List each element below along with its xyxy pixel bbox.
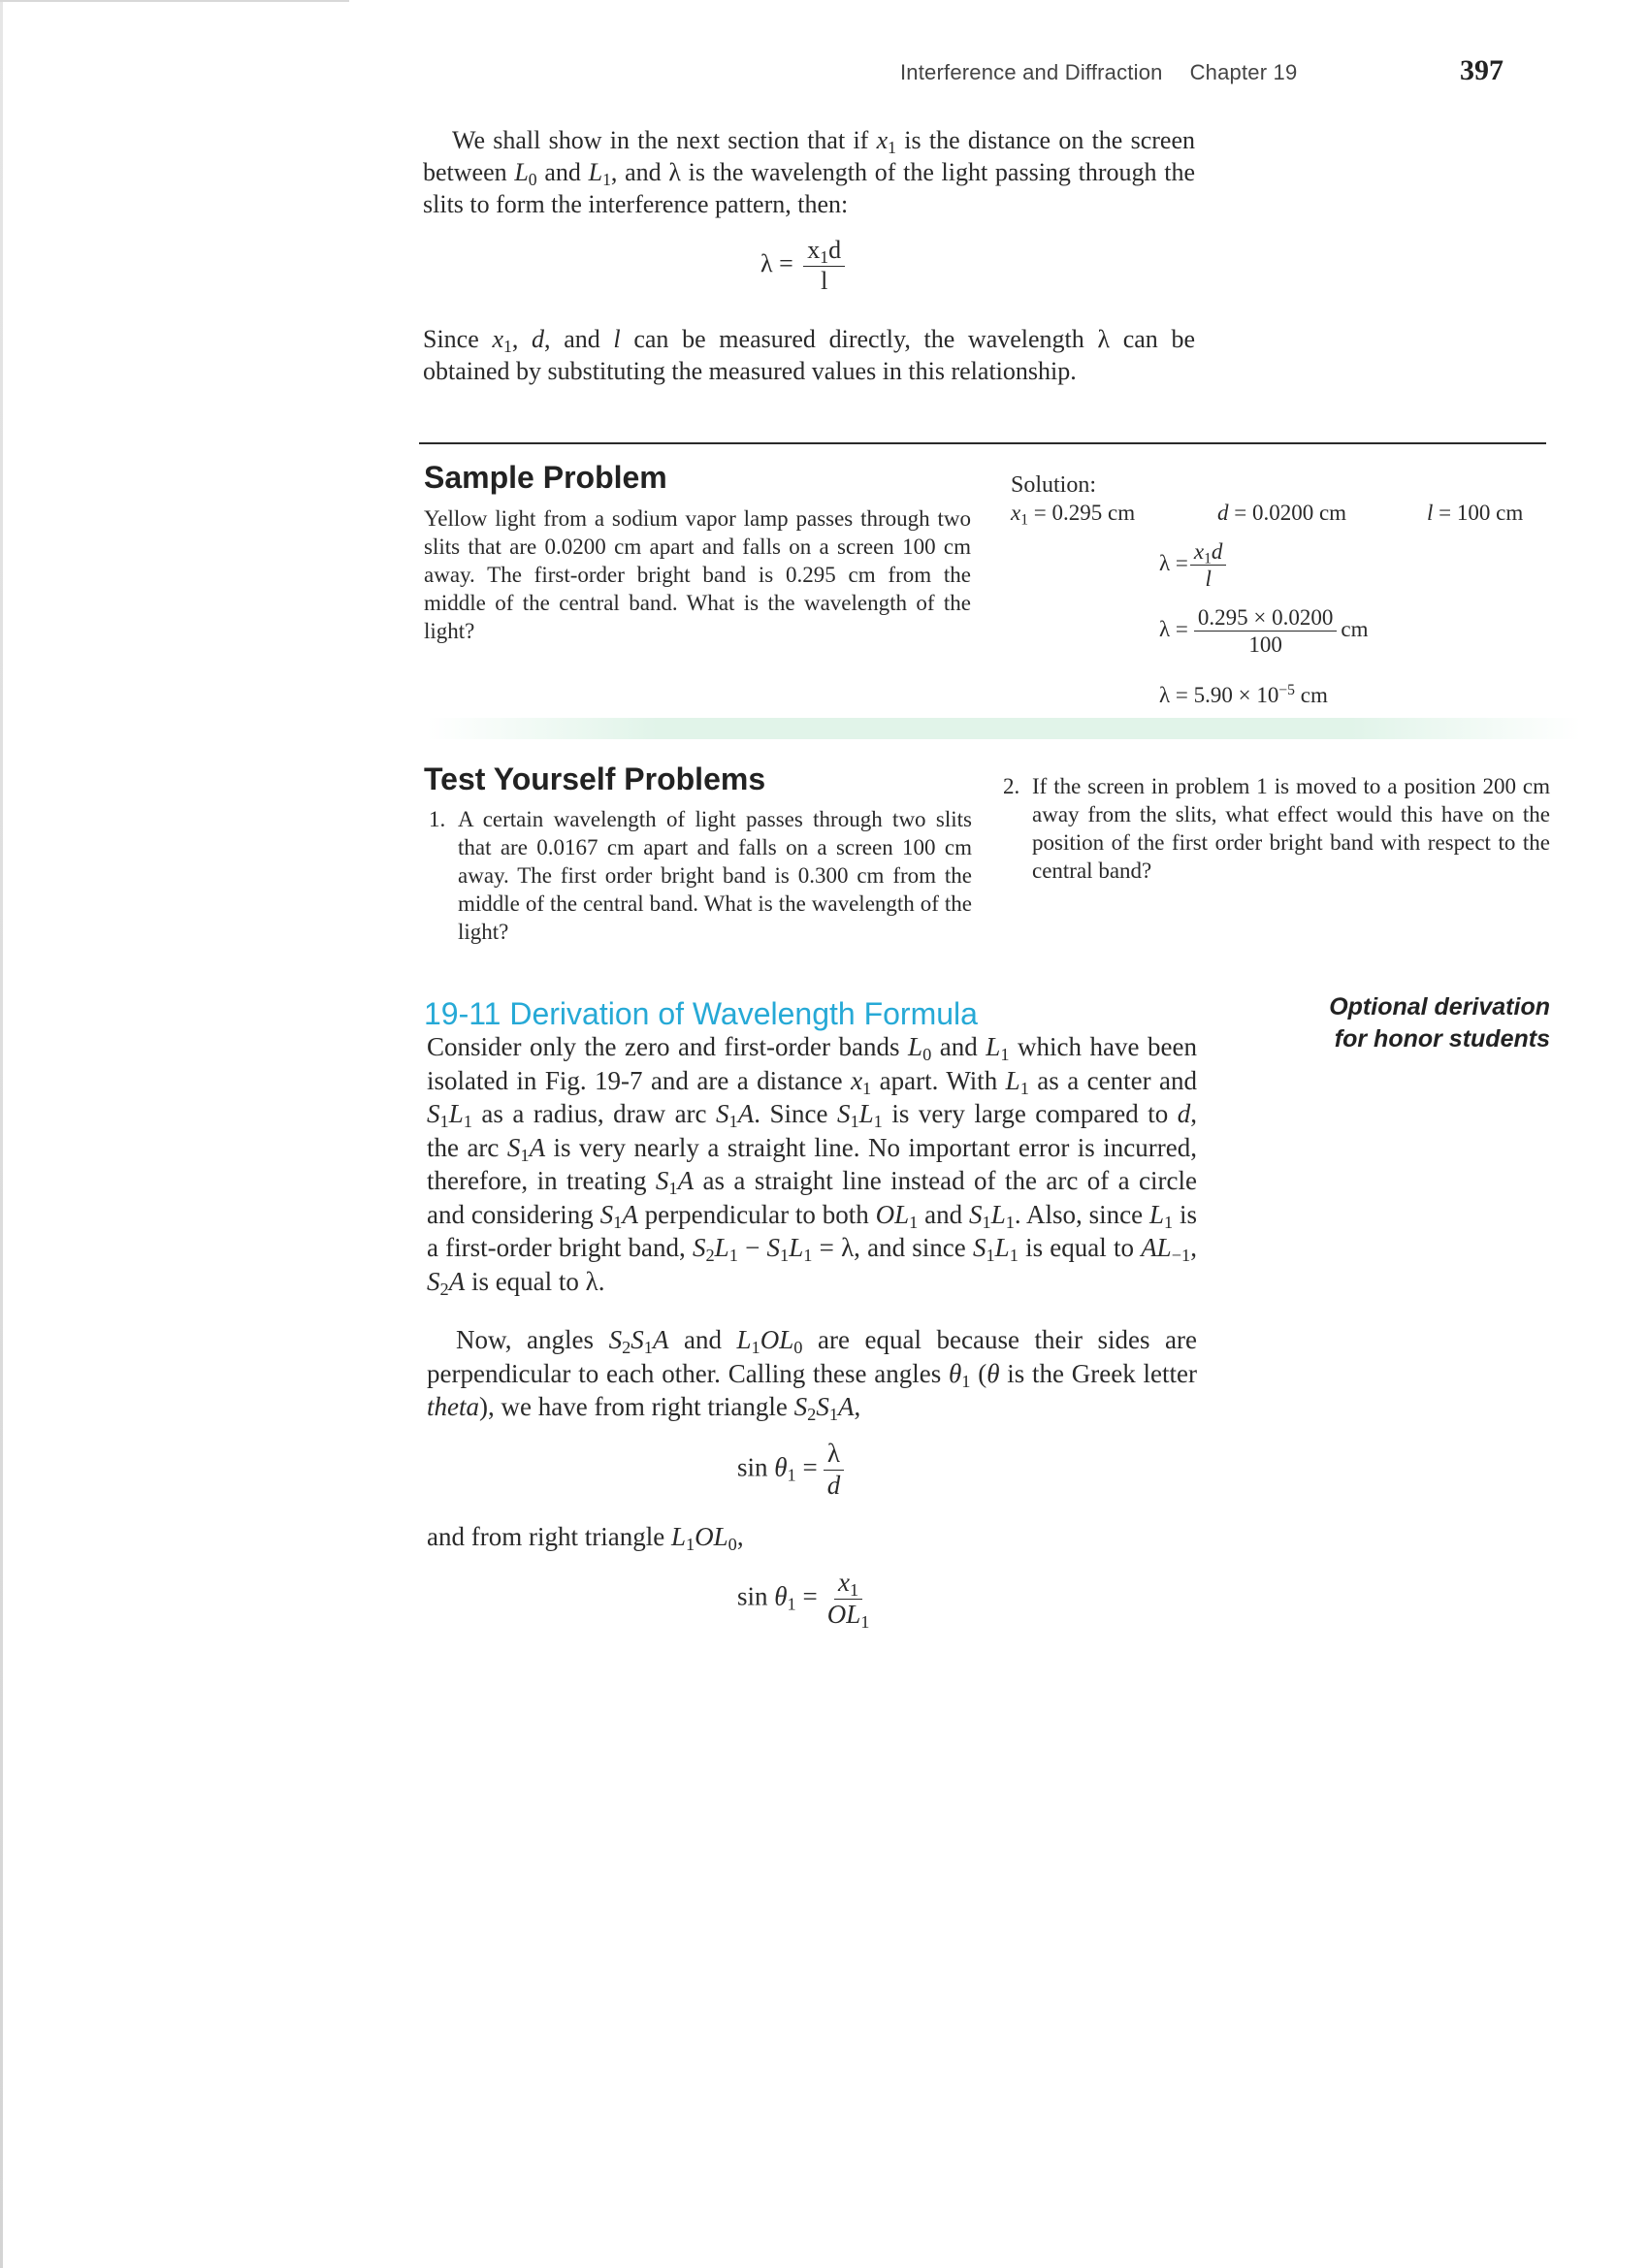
- given-d: d = 0.0200 cm: [1217, 501, 1347, 525]
- test-yourself-title: Test Yourself Problems: [424, 761, 766, 796]
- sine-equation-1: $\sin \theta_1$ = $\frac{\lambda}{d}$: [737, 1440, 848, 1500]
- sample-problem-text: Yellow light from a sodium vapor lamp passes through two slits that are 0.0200 cm apart and falls on a screen 100 cm away. The first-order bright band is 0.295 cm from the middle of the central band. What is the wavelength of the light?: [424, 506, 971, 643]
- solution-label: Solution:: [1011, 472, 1097, 498]
- derivation-paragraph-3: and from right triangle $L_1OL_0$,: [427, 1522, 744, 1555]
- margin-note: [1242, 991, 1550, 1055]
- derivation-paragraph-1: Consider only the zero and first-order bands $L_0$ and $L_1$ which have been isolated in Fig. 19-7 and are a distance $x_1$ apart. With $L_1$ as a center and $S_1L_1$ as a radius, draw arc $S_1A$. Since $S_1L_1$ is very large compared to d, the arc $S_1A$ is very nearly a straight line. No important error is incurred, therefore, in treating $S_1A$ as a straight line instead of the arc of a circle and considering $S_1A$ perpendicular to both $OL_1$ and $S_1L_1$. Also, since $L_1$ is a first-order bright band, $S_2L_1 - S_1L_1 = \lambda$, and since $S_1L_1$ is equal to $AL_{-1}$, $S_2A$ is equal to λ.: [427, 1032, 1198, 1299]
- problem-1-number: 1.: [429, 807, 446, 831]
- intro-paragraph: We shall show in the next section that if $x_1$ is the distance on the screen between $L_0$ and $L_1$, and λ is the wavelength of the light passing through the slits to form the interference pattern, then:: [423, 126, 1196, 218]
- chapter-label: Chapter 19: [1189, 60, 1298, 84]
- section-rule: [419, 442, 1546, 444]
- test-problem-2: [1003, 772, 1550, 885]
- tint-band: [427, 718, 1581, 739]
- problem-1-text: A certain wavelength of light passes through two slits that are 0.0167 cm apart and falls on a screen 100 cm away. The first order bright band is 0.300 cm from the middle of the central band. What is the wavelength of the light?: [458, 807, 972, 944]
- margin-note-line-2: for honor students: [1334, 1025, 1550, 1053]
- intro-paragraph-2: Since $x_1$, d, and l can be measured directly, the wavelength λ can be obtained by substituting the measured values in this relationship.: [423, 325, 1196, 385]
- solution-step-2: λ = $\frac{0.295 \times 0.0200}{100}$ cm: [1159, 605, 1369, 658]
- scan-top-line: [0, 0, 349, 2]
- derivation-paragraph-2: Now, angles $S_2S_1A$ and $L_1OL_0$ are equal because their sides are perpendicular to each other. Calling these angles $\theta_1$ (θ is the Greek letter theta), we have from right triangle $S_2S_1A$,: [427, 1325, 1197, 1425]
- page-edge-shadow: [0, 0, 3, 2268]
- problem-2-number: 2.: [1003, 774, 1020, 798]
- sine-equation-2: $\sin \theta_1$ = $\frac{x_1}{OL_1}$: [737, 1568, 870, 1632]
- sample-problem-title: Sample Problem: [424, 460, 667, 495]
- solution-result: $\lambda = 5.90 \times 10^{-5}$ cm: [1159, 682, 1328, 707]
- given-l: l = 100 cm: [1427, 501, 1524, 525]
- derivation-heading: 19-11 Derivation of Wavelength Formula: [424, 996, 978, 1031]
- wavelength-formula: λ = $\frac{x_1d}{l}$: [760, 237, 849, 295]
- problem-2-text: If the screen in problem 1 is moved to a position 200 cm away from the slits, what effect would this have on the position of the first order bright band with respect to the central band?: [1032, 774, 1550, 883]
- margin-note-line-1: Optional derivation: [1329, 993, 1550, 1021]
- running-title: Interference and Diffraction: [900, 60, 1163, 84]
- formula-fraction: $\frac{x_1d}{l}$: [803, 237, 845, 295]
- solution-step-1: λ = $\frac{x_1d}{l}$: [1159, 539, 1230, 592]
- running-header: [900, 60, 1297, 85]
- given-x1: $x_1 = 0.295$ cm: [1011, 501, 1136, 529]
- page-number: 397: [1460, 54, 1504, 86]
- test-problem-1: [429, 805, 972, 946]
